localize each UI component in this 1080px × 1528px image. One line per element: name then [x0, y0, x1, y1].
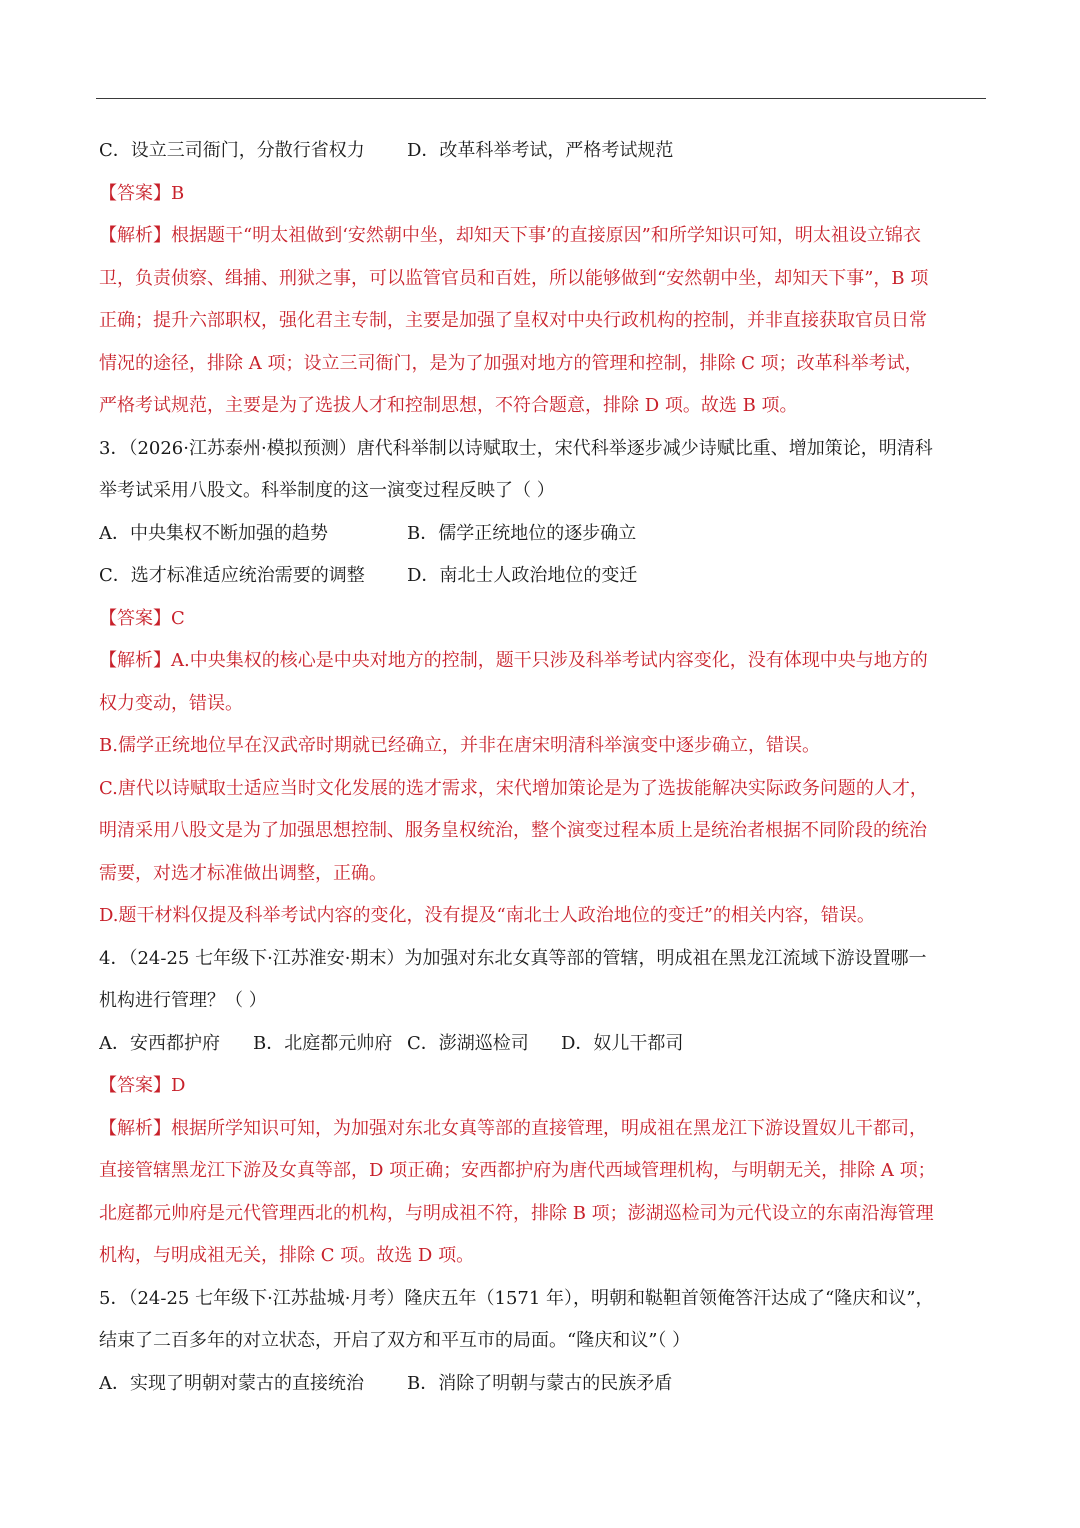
- q4-option-d: D．奴儿干都司: [561, 1032, 684, 1054]
- q5-option-b: B．消除了明朝与蒙古的民族矛盾: [407, 1372, 673, 1394]
- q3-analysis-line: D.题干材料仅提及科举考试内容的变化，没有提及“南北士人政治地位的变迁”的相关内容，错误。: [99, 905, 875, 926]
- q4-option-c: C．澎湖巡检司: [407, 1032, 529, 1054]
- q3-analysis-line: C.唐代以诗赋取士适应当时文化发展的选才需求，宋代增加策论是为了选拔能解决实际政务问题的人才，: [99, 777, 928, 799]
- q3-answer: 【答案】C: [99, 607, 185, 629]
- q5-stem-line: 结束了二百多年的对立状态，开启了双方和平互市的局面。“隆庆和议”（ ）: [99, 1330, 691, 1351]
- q3-analysis-line: 需要，对选才标准做出调整，正确。: [99, 862, 387, 884]
- q4-stem-line: 机构进行管理？（ ）: [99, 990, 267, 1011]
- q3-stem-line: 举考试采用八股文。科举制度的这一演变过程反映了（ ）: [99, 480, 555, 501]
- q3-options-ab: [99, 513, 981, 556]
- q3-stem-line: 3．（2026·江苏泰州·模拟预测）唐代科举制以诗赋取士，宋代科举逐步减少诗赋比重、增加策论，明清科: [99, 437, 933, 459]
- header-rule: [96, 98, 986, 99]
- document-body: [99, 130, 981, 1405]
- q3-analysis-line: 【解析】A.中央集权的核心是中央对地方的控制，题干只涉及科举考试内容变化，没有体现中央与地方的: [99, 650, 928, 671]
- q3-analysis-line: B.儒学正统地位早在汉武帝时期就已经确立，并非在唐宋明清科举演变中逐步确立，错误。: [99, 735, 820, 756]
- q4-options: [99, 1023, 981, 1066]
- q2-analysis-line: 【解析】根据题干“明太祖做到‘安然朝中坐，却知天下事’的直接原因”和所学知识可知，明太祖设立锦衣: [99, 225, 921, 246]
- q2-analysis-line: 卫，负责侦察、缉捕、刑狱之事，可以监管官员和百姓，所以能够做到“安然朝中坐，却知天下事”，B 项: [99, 267, 929, 289]
- q4-analysis-line: 机构，与明成祖无关，排除 C 项。故选 D 项。: [99, 1245, 475, 1266]
- q3-option-d: D．南北士人政治地位的变迁: [407, 565, 638, 586]
- q2-option-d: D．改革科举考试，严格考试规范: [407, 140, 674, 161]
- q2-analysis-line: 正确；提升六部职权，强化君主专制，主要是加强了皇权对中央行政机构的控制，并非直接获取官员日常: [99, 310, 927, 331]
- q4-answer: 【答案】D: [99, 1075, 186, 1096]
- q5-option-a: A．实现了明朝对蒙古的直接统治: [99, 1372, 364, 1394]
- q4-analysis-line: 【解析】根据所学知识可知，为加强对东北女真等部的直接管理，明成祖在黑龙江下游设置奴儿干都司，: [99, 1117, 927, 1139]
- q2-option-c: C．设立三司衙门，分散行省权力: [99, 140, 365, 161]
- q3-analysis-line: 权力变动，错误。: [99, 692, 243, 714]
- q4-stem-line: 4．（24-25 七年级下·江苏淮安·期末）为加强对东北女真等部的管辖，明成祖在黑龙江流域下游设置哪一: [99, 947, 927, 969]
- q3-options-cd: [99, 555, 981, 598]
- q4-analysis-line: 直接管辖黑龙江下游及女真等部，D 项正确；安西都护府为唐代西域管理机构，与明朝无关，排除 A 项；: [99, 1160, 936, 1181]
- q5-stem-line: 5．（24-25 七年级下·江苏盐城·月考）隆庆五年（1571 年），明朝和鞑靼首领俺答汗达成了“隆庆和议”，: [99, 1287, 934, 1309]
- q4-analysis-line: 北庭都元帅府是元代管理西北的机构，与明成祖不符，排除 B 项；澎湖巡检司为元代设立的东南沿海管理: [99, 1202, 934, 1224]
- q4-option-a: A．安西都护府: [99, 1032, 220, 1054]
- q2-options-cd: [99, 130, 981, 173]
- q2-analysis-line: 严格考试规范，主要是为了选拔人才和控制思想，不符合题意，排除 D 项。故选 B 项。: [99, 395, 798, 416]
- q3-analysis-line: 明清采用八股文是为了加强思想控制、服务皇权统治，整个演变过程本质上是统治者根据不同阶段的统治: [99, 820, 927, 841]
- q2-answer: 【答案】B: [99, 182, 185, 204]
- q2-analysis-line: 情况的途径，排除 A 项；设立三司衙门，是为了加强对地方的管理和控制，排除 C 项；改革科举考试，: [99, 352, 923, 374]
- q3-option-a: A．中央集权不断加强的趋势: [99, 522, 328, 544]
- q5-options-ab: [99, 1363, 981, 1406]
- q3-option-b: B．儒学正统地位的逐步确立: [407, 522, 637, 544]
- q4-option-b: B．北庭都元帅府: [253, 1032, 393, 1054]
- q3-option-c: C．选才标准适应统治需要的调整: [99, 565, 365, 586]
